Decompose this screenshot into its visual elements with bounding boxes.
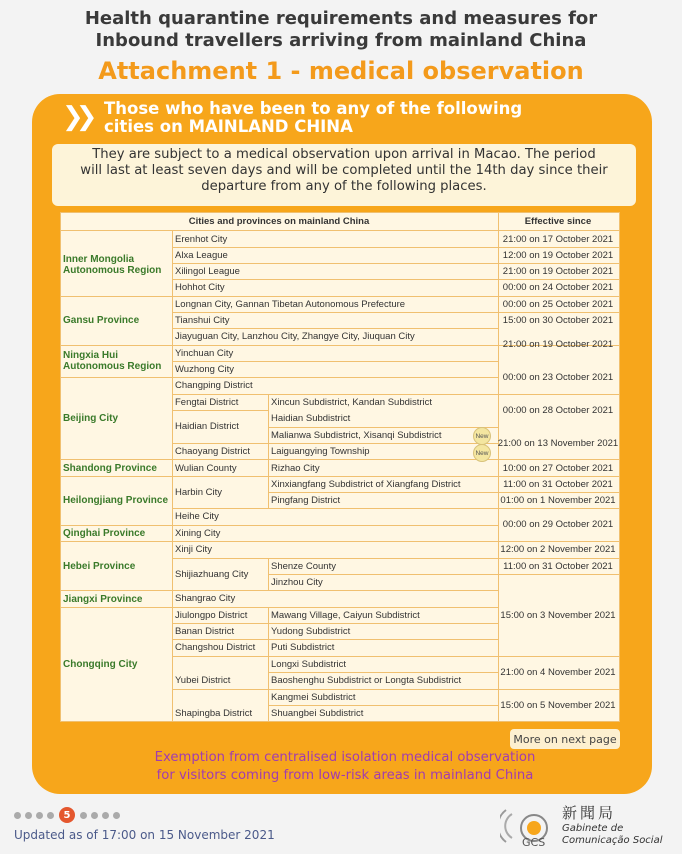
- page-dot[interactable]: [80, 812, 87, 819]
- page-dot[interactable]: [113, 812, 120, 819]
- banner-line-1: Those who have been to any of the following: [104, 99, 523, 118]
- effective-date: 10:00 on 27 October 2021: [502, 462, 614, 474]
- district-haidian: Haidian District: [175, 421, 239, 432]
- page-dot[interactable]: [36, 812, 43, 819]
- intro-line: will last at least seven days and will be completed until the 14th day since their: [80, 163, 608, 178]
- effective-date: 15:00 on 3 November 2021: [500, 609, 616, 621]
- district-changping: Changping District: [175, 380, 253, 391]
- page-dot[interactable]: [102, 812, 109, 819]
- subdistrict-shuangbei: Shuangbei Subdistrict: [271, 707, 364, 719]
- effective-date: 11:00 on 31 October 2021: [503, 560, 613, 572]
- district-changshou: Changshou District: [175, 642, 256, 653]
- new-badge: New: [473, 427, 491, 445]
- city-yinchuan: Yinchuan City: [175, 347, 234, 359]
- subdistrict-haidian: Haidian Subdistrict: [271, 413, 351, 424]
- effective-date: 00:00 on 25 October 2021: [502, 298, 614, 310]
- district-pingfang: Pingfang District: [271, 494, 341, 506]
- district-yubei: Yubei District: [175, 675, 231, 686]
- effective-date: 00:00 on 24 October 2021: [502, 282, 614, 293]
- city-heihe: Heihe City: [175, 511, 219, 522]
- title-line-1: Health quarantine requirements and measures for: [84, 8, 598, 29]
- double-chevron-icon: ❯❯: [62, 102, 90, 132]
- effective-date: 00:00 on 23 October 2021: [502, 372, 614, 383]
- city-erenhot: Erenhot City: [175, 233, 228, 245]
- county-shenze: Shenze County: [271, 560, 336, 572]
- subdistrict-yudong: Yudong Subdistrict: [271, 625, 351, 637]
- header-cities: Cities and provinces on mainland China: [188, 215, 370, 227]
- city-xinji: Xinji City: [175, 544, 212, 555]
- city-rizhao: Rizhao City: [271, 462, 320, 474]
- updated-timestamp: Updated as of 17:00 on 15 November 2021: [14, 828, 275, 842]
- city-xining: Xining City: [175, 527, 221, 539]
- effective-date: 21:00 on 13 November 2021: [497, 437, 619, 449]
- subdistrict-xinxiangfang: Xinxiangfang Subdistrict of Xiangfang District: [271, 478, 461, 490]
- page-dot[interactable]: [25, 812, 32, 819]
- header-effective: Effective since: [524, 215, 592, 227]
- province-inner-mongolia: Inner Mongolia Autonomous Region: [63, 254, 162, 276]
- banner-line-2: cities on MAINLAND CHINA: [104, 117, 353, 136]
- gcs-emblem-icon: [500, 802, 560, 850]
- province-qinghai: Qinghai Province: [63, 527, 146, 539]
- city-jinzhou: Jinzhou City: [271, 576, 323, 588]
- more-on-next-page-button[interactable]: More on next page: [510, 729, 620, 749]
- gcs-initials: GCS: [522, 836, 546, 849]
- gcs-logo: [500, 802, 680, 850]
- county-wulian: Wulian County: [175, 462, 237, 474]
- province-shandong: Shandong Province: [63, 462, 157, 474]
- province-jiangxi: Jiangxi Province: [63, 593, 143, 605]
- subdistrict-xincun-kandan: Xincun Subdistrict, Kandan Subdistrict: [271, 396, 433, 408]
- new-badge: New: [473, 444, 491, 462]
- intro-line: They are subject to a medical observation upon arrival in Macao. The period: [92, 147, 596, 162]
- province-gansu: Gansu Province: [63, 314, 140, 326]
- province-ningxia: Ningxia Hui Autonomous Region: [63, 350, 162, 372]
- section-banner: [104, 100, 522, 136]
- effective-date: 11:00 on 31 October 2021: [503, 478, 613, 490]
- effective-date: 21:00 on 17 October 2021: [502, 233, 614, 245]
- logo-chinese: 新聞局: [562, 804, 617, 822]
- subdistrict-puti: Puti Subdistrict: [271, 642, 335, 653]
- effective-date: 12:00 on 19 October 2021: [502, 249, 614, 261]
- subdistrict-malianwa-xisanqi: Malianwa Subdistrict, Xisanqi Subdistrict: [271, 429, 442, 441]
- city-jiayuguan: Jiayuguan City, Lanzhou City, Zhangye City, Jiuquan City: [175, 331, 415, 342]
- district-jiulongpo: Jiulongpo District: [175, 609, 248, 621]
- subdistrict-kangmei: Kangmei Subdistrict: [271, 691, 356, 703]
- exemption-line-1[interactable]: Exemption from centralised isolation medical observation: [154, 750, 536, 765]
- effective-date: 15:00 on 5 November 2021: [500, 699, 616, 711]
- city-alxa: Alxa League: [175, 249, 228, 261]
- effective-date: 21:00 on 4 November 2021: [500, 667, 616, 678]
- attachment-title: Attachment 1 - medical observation: [98, 57, 584, 85]
- subdistrict-longxi: Longxi Subdistrict: [271, 658, 346, 670]
- city-harbin: Harbin City: [175, 486, 222, 498]
- logo-line-1: Gabinete de: [562, 823, 624, 834]
- district-shapingba: Shapingba District: [175, 707, 253, 719]
- province-hebei: Hebei Province: [63, 560, 136, 572]
- title-line-2: Inbound travellers arriving from mainland China: [95, 30, 587, 51]
- township-laiguangying: Laiguangying Township: [271, 445, 370, 457]
- province-beijing: Beijing City: [63, 412, 119, 424]
- intro-line: departure from any of the following places.: [201, 179, 487, 194]
- district-fengtai: Fengtai District: [175, 396, 239, 408]
- subdistrict-mawang-caiyun: Mawang Village, Caiyun Subdistrict: [271, 609, 420, 621]
- intro-box: [52, 144, 636, 206]
- city-tianshui: Tianshui City: [175, 314, 230, 326]
- effective-date: 12:00 on 2 November 2021: [500, 544, 616, 555]
- district-banan: Banan District: [175, 625, 235, 637]
- effective-date: 00:00 on 28 October 2021: [502, 405, 614, 416]
- province-chongqing: Chongqing City: [63, 658, 138, 670]
- city-hohhot: Hohhot City: [175, 282, 225, 293]
- district-chaoyang: Chaoyang District: [175, 445, 250, 457]
- page-dot[interactable]: [91, 812, 98, 819]
- effective-date: 21:00 on 19 October 2021: [502, 339, 614, 350]
- page-dot[interactable]: [47, 812, 54, 819]
- province-heilongjiang: Heilongjiang Province: [63, 494, 169, 506]
- city-shangrao: Shangrao City: [175, 593, 236, 604]
- city-shijiazhuang: Shijiazhuang City: [175, 568, 249, 580]
- effective-date: 21:00 on 19 October 2021: [502, 265, 614, 277]
- effective-date: 01:00 on 1 November 2021: [500, 494, 616, 506]
- effective-date: 00:00 on 29 October 2021: [502, 519, 614, 530]
- current-page-dot[interactable]: 5: [59, 807, 75, 823]
- city-longnan: Longnan City, Gannan Tibetan Autonomous Prefecture: [175, 298, 406, 310]
- page-dot[interactable]: [14, 812, 21, 819]
- effective-date: 15:00 on 30 October 2021: [502, 314, 614, 326]
- city-xilingol: Xilingol League: [175, 265, 240, 277]
- logo-line-2: Comunicação Social: [562, 835, 663, 846]
- exemption-line-2[interactable]: for visitors coming from low-risk areas in mainland China: [156, 768, 534, 783]
- subdistrict-baoshenghu-longta: Baoshenghu Subdistrict or Longta Subdistrict: [271, 675, 462, 686]
- city-wuzhong: Wuzhong City: [175, 363, 234, 375]
